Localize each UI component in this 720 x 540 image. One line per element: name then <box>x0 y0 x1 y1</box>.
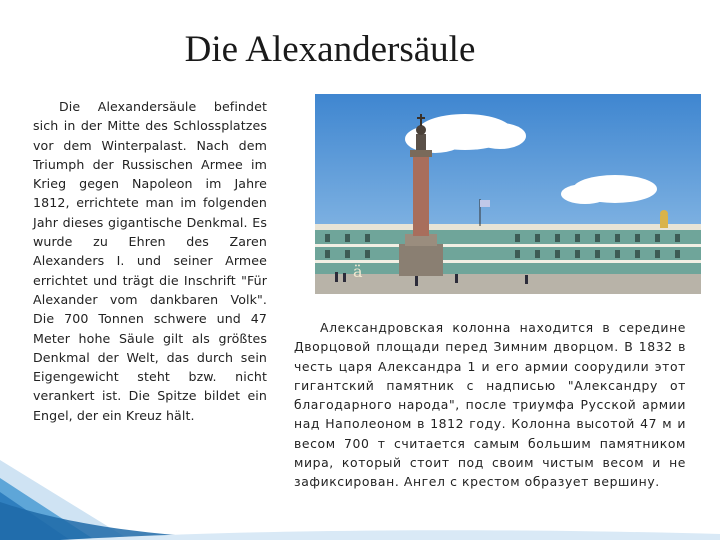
palace-square-illustration <box>315 94 701 294</box>
page-title: Die Alexandersäule <box>184 29 476 70</box>
german-paragraph: Die Alexandersäule befindet sich in der Mitte des Schlossplatzes vor dem Winterpalast. Nach dem Triumph der Russischen Armee im Krieg gegen Napoleon im Jahre 1812, errichtete man im folgenden Jahr dieses gigantische Denkmal. Es wurde zu Ehren des Zaren Alexanders I. und seiner Armee errichtet und trägt die Inschrift "Für Alexander vom dankbaren Volk". Die 700 Tonnen schwere und 47 Meter hohe Säule gilt als größtes Denkmal der Welt, das durch sein Eigengewicht steht bzw. nicht verankert ist. Die Spitze bildet ein Engel, der ein Kreuz hält. <box>33 99 267 423</box>
russian-paragraph: Александровская колонна находится в середине Дворцовой площади перед Зимним дворцом. В 1832 в честь царя Александра 1 и его армии соорудили этот гигантский памятник с надписью "Александру от благодарного народа", после триумфа Русской армии над Наполеоном в 1812 году. Колонна высотой 47 м и весом 700 т считается самым большим памятником мира, который стоит под своим чистым весом и не зафиксирован. Ангел с крестом образует вершину. <box>294 320 686 490</box>
alexander-column-photo <box>315 94 701 294</box>
palace-square <box>315 274 701 294</box>
slide-decoration <box>0 430 720 540</box>
photo-overlay-mark: ä <box>353 262 363 281</box>
winter-palace <box>315 229 701 277</box>
